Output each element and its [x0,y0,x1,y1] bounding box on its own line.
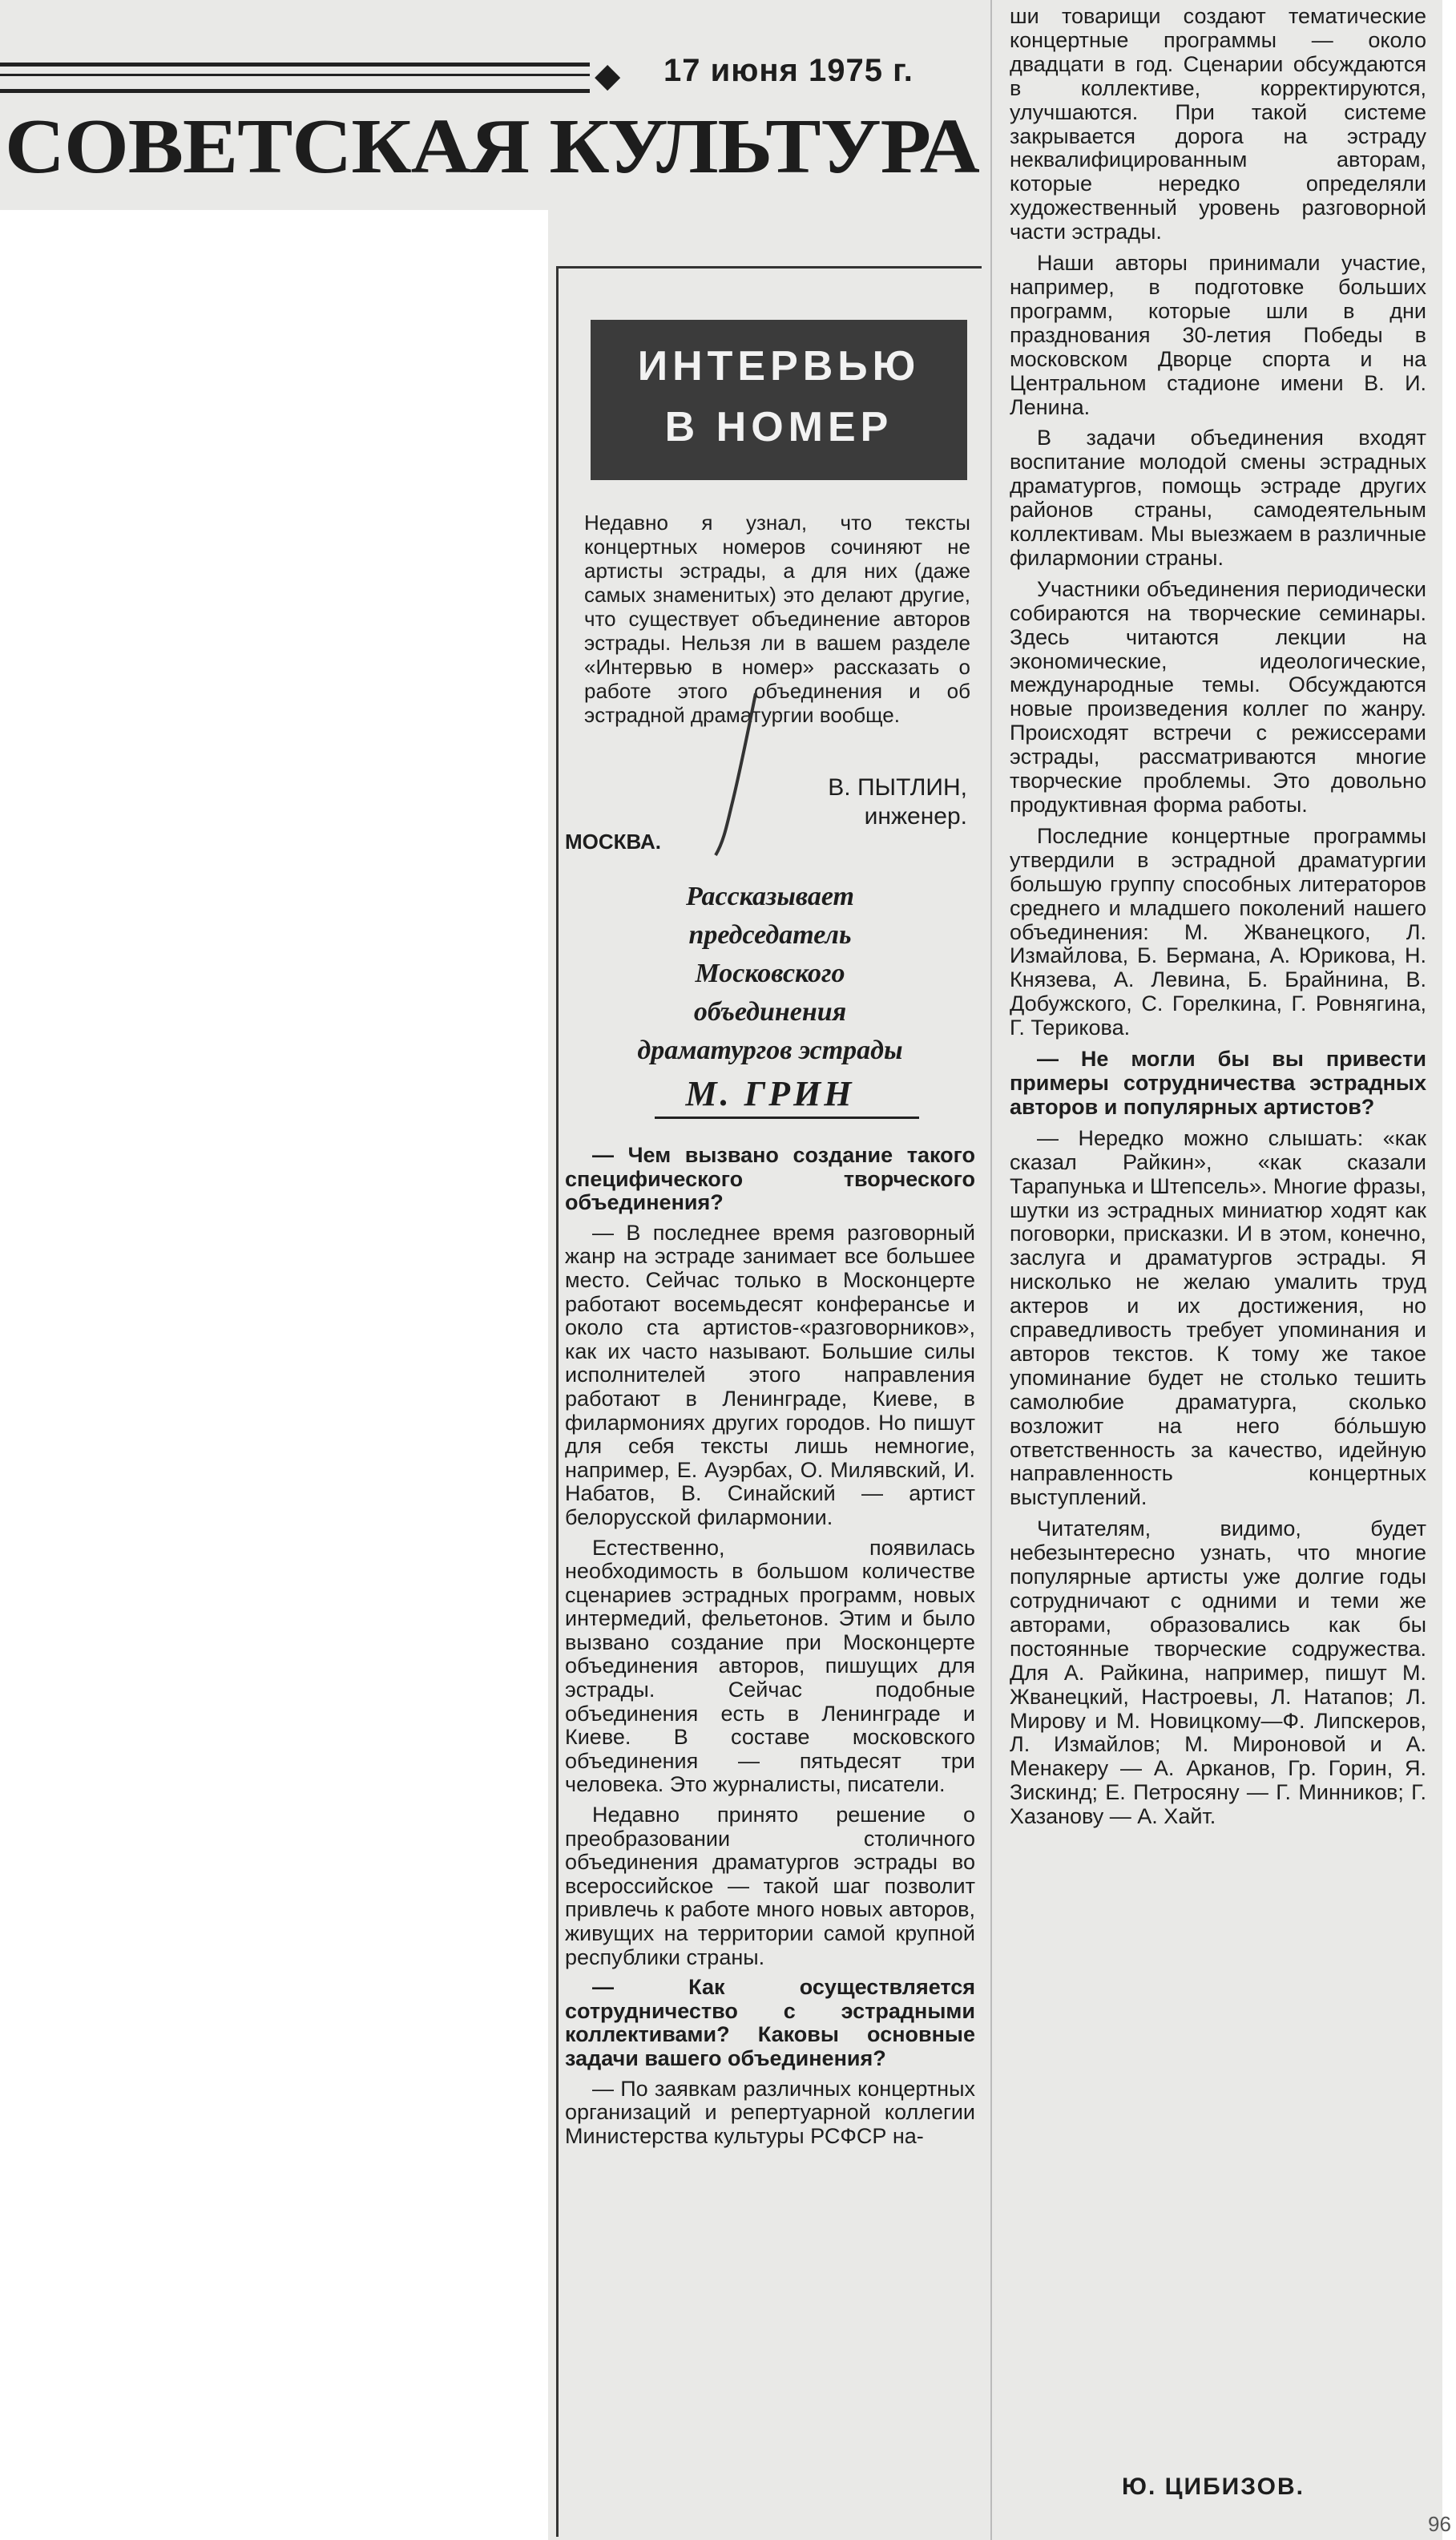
article-lead: Рассказывает председатель Московского объединения драматургов эстрады [637,882,903,1065]
article-paragraph: В задачи объединения входят воспитание молодой смены эстрадных драматургов, помощь эстраде других районов страны, самодеятельным коллективам. Мы выезжаем в различные филармонии страны. [1010,426,1426,570]
article-frame [556,266,982,2537]
article-paragraph: Наши авторы принимали участие, например, в подготовке больших программ, которые шли в дни празднования 30-летия Победы в московском Дворце спорта и на Центральном стадионе имени В. И. Ленина. [1010,251,1426,419]
lead-underline [655,1117,919,1119]
interview-question: — Чем вызвано создание такого специфического творческого объединения? [565,1143,975,1215]
interview-question: — Не могли бы вы привести примеры сотрудничества эстрадных авторов и популярных артистов? [1010,1047,1426,1119]
masthead [0,0,1016,210]
column-divider [990,0,992,2540]
interview-question: — Как осуществляется сотрудничество с эстрадными коллективами? Каковы основные задачи вашего объединения? [565,1975,975,2070]
right-column-body [1010,5,1426,1836]
masthead-rules [0,63,590,93]
issue-date: 17 июня 1975 г. [663,53,914,88]
letter-signature: В. ПЫТЛИН, инженер. [828,774,967,830]
article-paragraph: — Нередко можно слышать: «как сказал Райкин», «как сказали Тарапунька и Штепсель». Многие фразы, шутки из эстрадных миниатюр ходят как поговорки, присказки. И в этом, конечно, заслуга и драматургов эстрады. Я нисколько не желаю умалить труд актеров и их достижения, но справедливость требует упоминания и авторов текстов. К тому же такое упоминание будет не столько тешить самолюбие драматурга, сколько возложит на него бо́льшую ответственность за качество, идейную направленность концертных выступлений. [1010,1125,1426,1510]
middle-column-body [565,1144,975,2154]
rubric-title: ИНТЕРВЬЮ В НОМЕР [637,343,921,450]
article-paragraph: Последние концертные программы утвердили в эстрадной драматургии большую группу способных литераторов среднего и младшего поколений нашего объединения: М. Жванецкого, Л. Измайлова, Б. Бермана, А. Юрикова, Н. Князева, А. Левина, Б. Брайнина, В. Добужского, С. Горелкина, Г. Ровнягина, Г. Терикова. [1010,823,1426,1040]
article-paragraph: Читателям, видимо, будет небезынтересно узнать, что многие популярные артисты уже долгие годы сотрудничают с одними и теми же авторами, образовались как бы постоянные творческие содружества. Для А. Райкина, например, пишут М. Жванецкий, Настроевы, Л. Натапов; Л. Мирову и М. Новицкому—Ф. Липскеров, Л. Измайлов; М. Мироновой и А. Менакеру — А. Арканов, Гр. Горин, Я. Зискинд; Е. Петросяну — Г. Минников; Г. Хазанову — А. Хайт. [1010,1516,1426,1829]
article-paragraph: ши товарищи создают тематические концертные программы — около двадцати в год. Сценарии обсуждаются в коллективе, корректируются, улучшаются. При такой системе закрывается дорога на эстраду неквалифицированным авторам, которые нередко определяли художественный уровень разговорной части эстрады. [1010,4,1426,244]
letter-city: МОСКВА. [565,830,662,854]
margin-digits: 96 [1428,2512,1451,2536]
article-paragraph: — По заявкам различных концертных организаций и репертуарной коллегии Министерства культуры РСФСР на- [565,2076,975,2148]
article-paragraph: — В последнее время разговорный жанр на эстраде занимает все большее место. Сейчас только в Москонцерте работают восемьдесят конферансье и около ста артистов-«разговорников», как их часто называют. Большие силы исполнителей этого направления работают в Ленинграде, Киеве, в филармониях других городов. Но пишут для себя тексты лишь немногие, например, Е. Ауэрбах, О. Милявский, И. Набатов, В. Синайский — артист белорусской филармонии. [565,1220,975,1529]
reader-letter: Недавно я узнал, что тексты концертных номеров сочиняют не артисты эстрады, а для них (даже самых знаменитых) это делают другие, что существует объединение авторов эстрады. Нельзя ли в вашем разделе «Интервью в номер» рассказать о работе этого объединения и об эстрадной драматургии вообще. [584,511,970,727]
right-column [994,0,1442,2540]
interviewee-name: М. ГРИН [685,1074,855,1113]
diamond-ornament-icon: ◆ [595,55,621,95]
article-paragraph: Естественно, появилась необходимость в большом количестве сценариев эстрадных программ, новых интермедий, фельетонов. Этим и было вызвано создание при Москонцерте объединения авторов, пишущих для эстрады. Сейчас подобные объединения есть в Ленинграде и Киеве. В составе московского объединения — пятьдесят три человека. Это журналисты, писатели. [565,1535,975,1797]
article-paragraph: Недавно принято решение о преобразовании столичного объединения драматургов эстрады во всероссийское — такой шаг позволит привлечь к работе много новых авторов, живущих на территории самой крупной республики страны. [565,1803,975,1969]
author-signoff: Ю. ЦИБИЗОВ. [1122,2473,1305,2500]
article-paragraph: Участники объединения периодически собираются на творческие семинары. Здесь читаются лекции на экономические, идеологические, международные темы. Обсуждаются новые произведения коллег по жанру. Происходят встречи с режиссерами эстрады, рассматриваются многие творческие проблемы. Это довольно продуктивная форма работы. [1010,576,1426,817]
middle-column [548,210,994,2540]
rubric-box [591,320,967,480]
newspaper-title: СОВЕТСКАЯ КУЛЬТУРА [5,103,979,190]
